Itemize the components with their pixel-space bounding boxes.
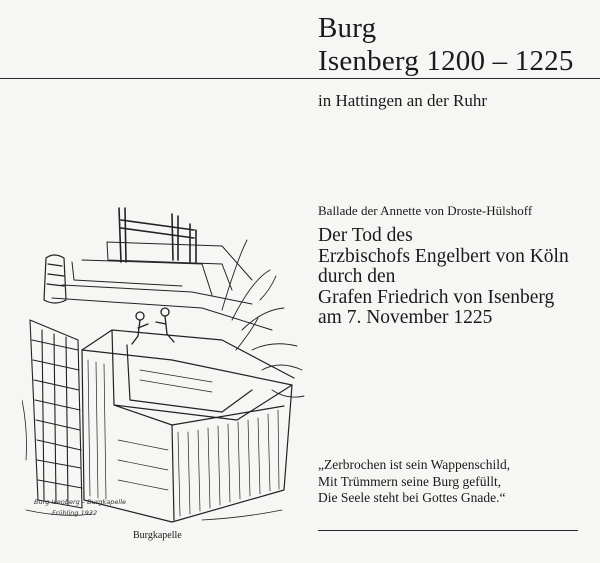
quote-line: „Zerbrochen ist sein Wappenschild,	[318, 457, 511, 472]
quote-line: Mit Trümmern seine Burg gefüllt,	[318, 473, 502, 489]
title-line-2: Isenberg 1200 – 1225	[318, 45, 574, 77]
ballad-label: Ballade der Annette von Droste-Hülshoff	[318, 203, 533, 218]
top-divider	[0, 78, 600, 79]
ballad-quote	[318, 457, 510, 507]
quote-line: Die Seele steht bei Gottes Gnade.“	[318, 490, 506, 505]
artist-signature-date: Frühling 1932	[52, 509, 98, 517]
heading-line: Der Tod des	[318, 225, 413, 246]
subtitle: in Hattingen an der Ruhr	[318, 91, 488, 110]
artist-signature: Burg Isenberg – Burgkapelle	[34, 498, 127, 506]
castle-ruin-sketch	[22, 200, 307, 525]
title-line-1: Burg	[318, 12, 377, 44]
heading-line: durch den	[318, 266, 396, 287]
ballad-heading	[318, 226, 569, 329]
heading-line: Erzbischofs Engelbert von Köln	[318, 245, 569, 267]
heading-line: am 7. November 1225	[318, 307, 493, 328]
bottom-divider	[318, 530, 578, 531]
page-title	[318, 12, 574, 78]
heading-line: Grafen Friedrich von Isenberg	[318, 286, 555, 308]
illustration-caption: Burgkapelle	[133, 530, 182, 541]
